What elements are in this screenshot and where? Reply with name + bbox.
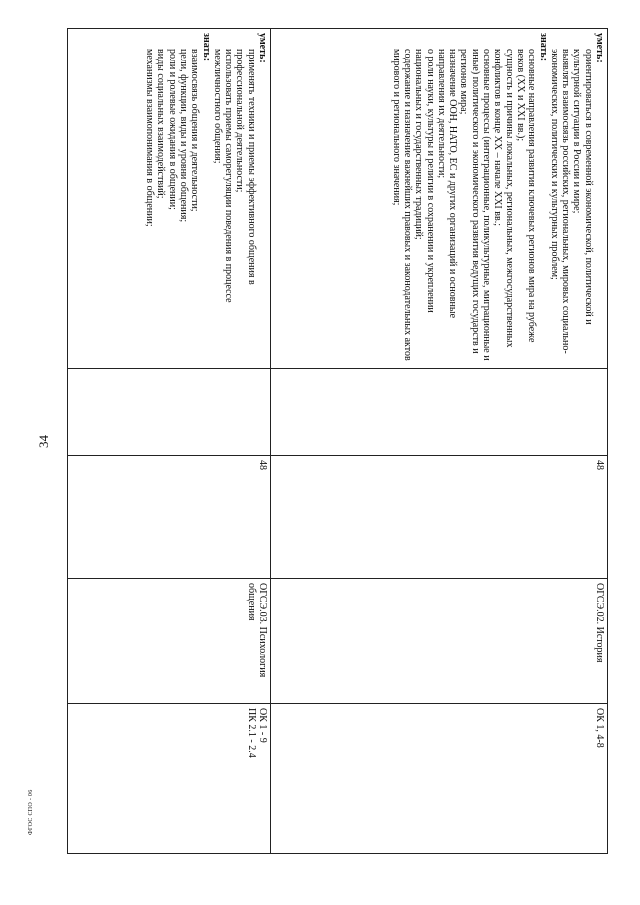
rotated-table-sheet [68, 28, 608, 853]
knowledge-item: о роли науки, культуры и религии в сохранении и укреплении национальных и государственных традиций; [413, 49, 436, 313]
empty-cell [271, 369, 608, 456]
competencies-cell: ОК 1, 4-8 [271, 704, 608, 854]
curriculum-table [67, 28, 608, 854]
discipline-cell: ОГСЭ.03. Психология общения [68, 579, 271, 704]
knowledge-item: роли и ролевые ожидания в общении; [166, 49, 178, 210]
knowledge-item: виды социальных взаимодействий; [155, 49, 167, 199]
knowledge-item: содержание и назначение важнейших правовых и законодательных актов мирового и регионального значения; [390, 49, 413, 361]
discipline-cell: ОГСЭ.02. История [271, 579, 608, 704]
knowledge-item: механизмы взаимопонимания в общении; [144, 49, 156, 227]
knowledge-item: цели, функции, виды и уровни общения; [177, 49, 189, 223]
table-row [271, 29, 608, 854]
skill-item: ориентироваться в современной экономической, политической и культурной ситуации в России и мире; [571, 49, 594, 325]
skill-item: применять техники и приемы эффективного общения в профессиональной деятельности; [234, 49, 257, 285]
requirements-cell [68, 29, 271, 369]
skill-item: выявлять взаимосвязь российских, региональных, мировых социально-экономических, политических и культурных проблем; [548, 49, 572, 354]
empty-cell [68, 369, 271, 456]
knowledge-label: знать: [200, 33, 212, 62]
competencies-cell [68, 704, 271, 854]
knowledge-item: назначение ООН, НАТО, ЕС и других организаций и основные направления их деятельности; [435, 49, 459, 319]
skills-label: уметь: [257, 33, 268, 63]
knowledge-item: основные процессы (интеграционные, поликультурные, миграционные и иные) политического и экономического развития ведущих государств и регионов мира; [458, 49, 493, 361]
skills-label: уметь: [594, 33, 605, 63]
knowledge-label: знать: [537, 33, 549, 62]
knowledge-item: основные направления развития ключевых регионов мира на рубеже веков (XX и XXI вв.); [514, 49, 538, 343]
knowledge-item: взаимосвязь общения и деятельности; [189, 49, 201, 212]
page-number: 34 [36, 435, 51, 448]
table-row [68, 29, 271, 854]
competencies-line: ОК 1 - 9 [257, 708, 268, 743]
footer-code: ФГОС СПО - 06 [28, 789, 34, 835]
requirements-cell [271, 29, 608, 369]
hours-cell: 48 [68, 456, 271, 579]
skill-item: использовать приемы саморегуляции поведения в процессе межличностного общения; [211, 49, 235, 303]
competencies-line: ПК 2.1 - 2.4 [245, 708, 257, 758]
knowledge-item: сущность и причины локальных, региональных, межгосударственных конфликтов в конце XX – начале XXI вв.; [492, 49, 515, 348]
hours-cell: 48 [271, 456, 608, 579]
